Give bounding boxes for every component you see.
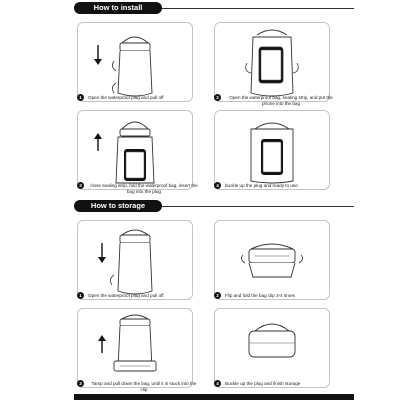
pull-down-bag-drawing	[78, 309, 192, 387]
step-number-badge: 1	[77, 94, 84, 101]
divider	[162, 206, 354, 207]
bottom-bar	[74, 394, 354, 400]
step-number-badge: 1	[77, 292, 84, 299]
storage-step-1-illustration	[77, 220, 193, 300]
step-text: Flip and fold the bag clip 3-4 times	[225, 293, 295, 298]
divider	[162, 8, 354, 9]
step-text: Open the waterproof plug and pull off	[88, 95, 164, 100]
bag-with-plug-drawing	[78, 23, 192, 101]
step-text: Open the waterproof plug and pull off	[88, 293, 164, 298]
step-number-badge: 3	[77, 380, 84, 387]
insert-bag-into-plug-drawing	[78, 111, 192, 189]
stored-bag-drawing	[215, 309, 329, 387]
step-text: Buckle up the plug and finish storage	[225, 381, 301, 386]
fold-bag-drawing	[215, 221, 329, 299]
bag-with-plug-drawing	[78, 221, 192, 299]
storage-step-2-illustration	[214, 220, 330, 300]
step-number-badge: 4	[214, 182, 221, 189]
step-text: buckle up the plug and ready to use	[225, 183, 298, 188]
step-number-badge: 4	[214, 380, 221, 387]
storage-section-title: How to storage	[74, 200, 162, 212]
install-step-1-illustration	[77, 22, 193, 102]
storage-step-4-illustration	[214, 308, 330, 388]
step-number-badge: 2	[214, 292, 221, 299]
step-number-badge: 2	[214, 94, 221, 101]
install-step-2-illustration	[214, 22, 330, 102]
step-text: Tamp and pull down the bag, until it is stuck into the clip	[91, 381, 197, 392]
phone-into-bag-drawing	[215, 23, 329, 101]
install-step-3-illustration	[77, 110, 193, 190]
install-section-title: How to install	[74, 2, 162, 14]
step-text: Open the waterproof bag, sealing strip, and put the phone into the bag	[229, 95, 333, 106]
step-number-badge: 3	[77, 182, 84, 189]
install-step-4-illustration	[214, 110, 330, 190]
storage-step-3-illustration	[77, 308, 193, 388]
step-text: close sealing strip, fold the waterproof bag, insert the bag into the plug	[90, 183, 198, 194]
sealed-bag-drawing	[215, 111, 329, 189]
install-section-header	[74, 2, 354, 14]
storage-section-header	[74, 200, 354, 212]
